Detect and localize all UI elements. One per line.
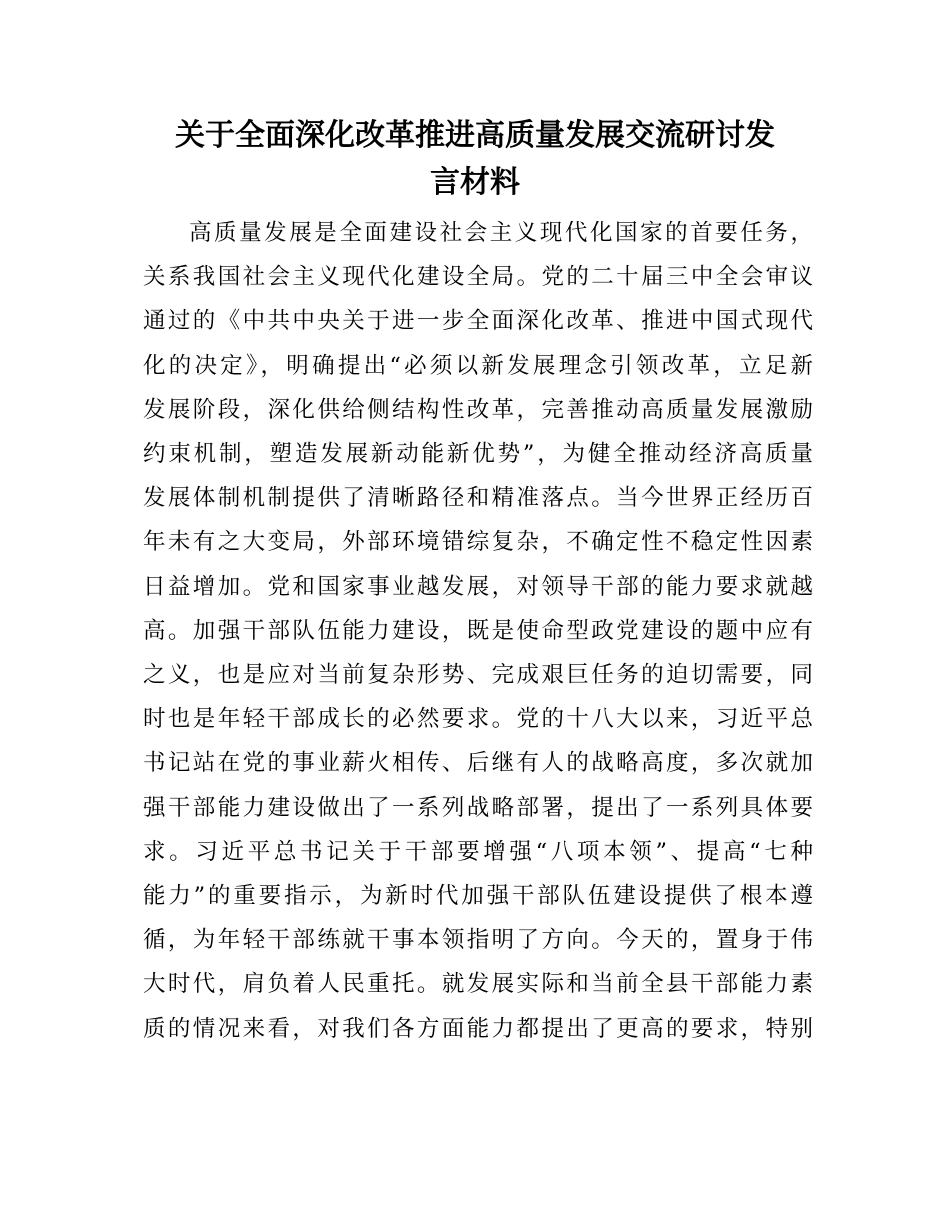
body-line: 高质量发展是全面建设社会主义现代化国家的首要任务， — [189, 220, 813, 246]
body-line: 大时代，肩负着人民重托。就发展实际和当前全县干部能力素 — [143, 971, 813, 998]
body-line: 求。习近平总书记关于干部要增强“八项本领”、提高“七种 — [143, 838, 813, 865]
body-line: 书记站在党的事业薪火相传、后继有人的战略高度，多次就加 — [143, 750, 813, 777]
body-line: 之义，也是应对当前复杂形势、完成艰巨任务的迫切需要，同 — [143, 662, 813, 689]
document-body — [143, 211, 813, 1051]
body-line: 年未有之大变局，外部环境错综复杂，不确定性不稳定性因素 — [143, 529, 813, 556]
body-line: 高。加强干部队伍能力建设，既是使命型政党建设的题中应有 — [143, 617, 813, 644]
body-line: 质的情况来看，对我们各方面能力都提出了更高的要求，特别 — [143, 1015, 813, 1042]
document-title — [100, 112, 850, 206]
body-line: 循，为年轻干部练就干事本领指明了方向。今天的，置身于伟 — [143, 927, 813, 954]
body-line: 发展阶段，深化供给侧结构性改革，完善推动高质量发展激励 — [143, 396, 813, 423]
body-line: 关系我国社会主义现代化建设全局。党的二十届三中全会审议 — [143, 264, 813, 291]
body-line: 时也是年轻干部成长的必然要求。党的十八大以来，习近平总 — [143, 706, 813, 733]
body-line: 化的决定》，明确提出“必须以新发展理念引领改革，立足新 — [143, 352, 813, 379]
body-line: 强干部能力建设做出了一系列战略部署，提出了一系列具体要 — [143, 794, 813, 821]
body-line: 日益增加。党和国家事业越发展，对领导干部的能力要求就越 — [143, 573, 813, 600]
body-line: 能力”的重要指示，为新时代加强干部队伍建设提供了根本遵 — [143, 883, 813, 910]
body-line: 通过的《中共中央关于进一步全面深化改革、推进中国式现代 — [143, 308, 813, 335]
body-line: 约束机制，塑造发展新动能新优势”，为健全推动经济高质量 — [143, 441, 813, 468]
title-line: 关于全面深化改革推进高质量发展交流研讨发 — [175, 118, 775, 153]
body-line: 发展体制机制提供了清晰路径和精准落点。当今世界正经历百 — [143, 485, 813, 512]
title-line: 言材料 — [430, 165, 520, 200]
